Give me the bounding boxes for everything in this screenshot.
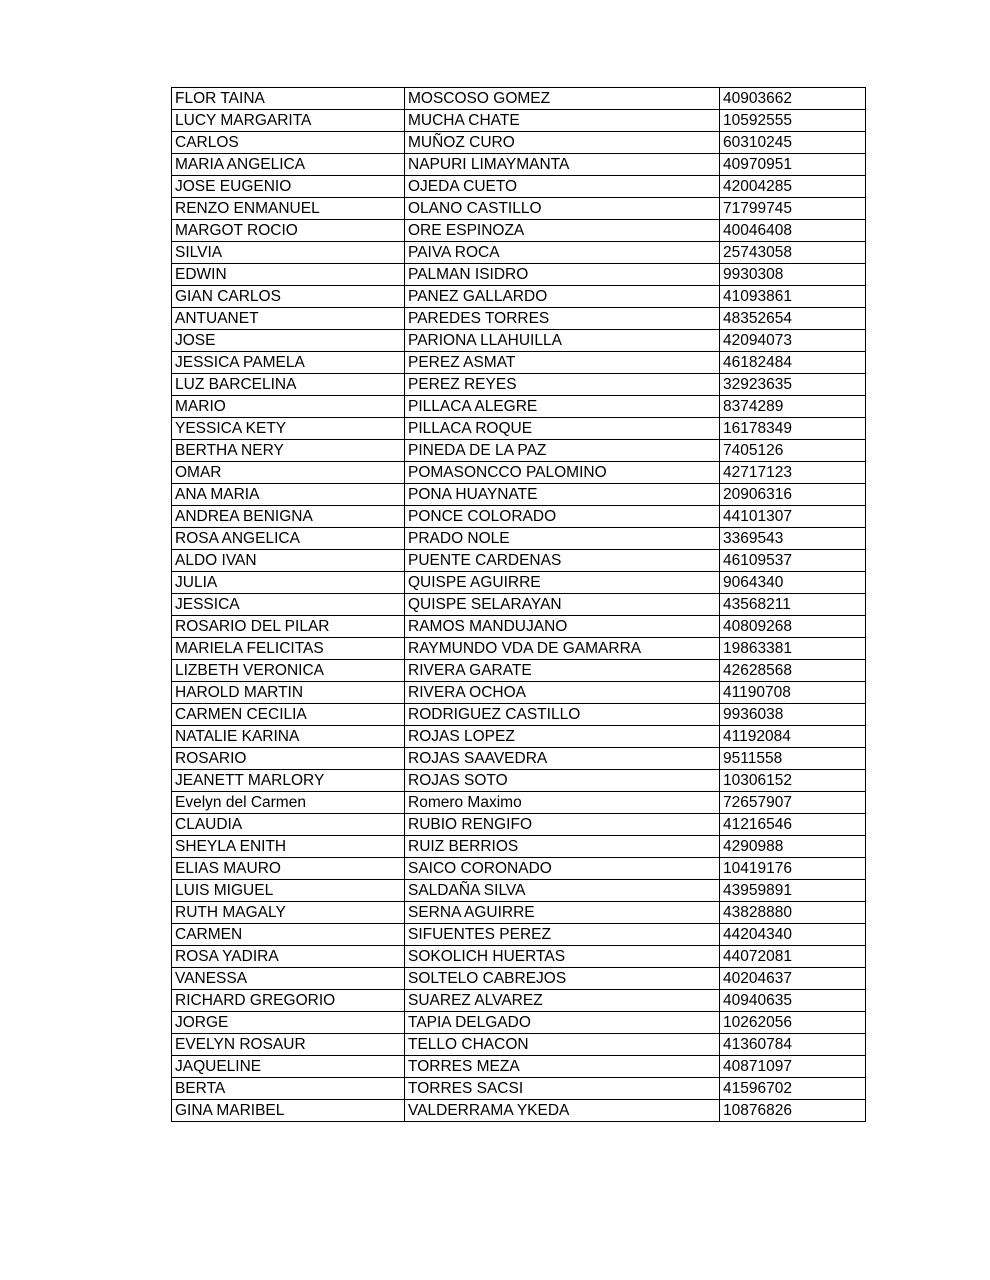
id-number-cell: 16178349	[720, 418, 866, 440]
table-row	[172, 462, 866, 484]
id-number-cell: 7405126	[720, 440, 866, 462]
last-name-cell: SOLTELO CABREJOS	[405, 968, 720, 990]
id-number-cell: 32923635	[720, 374, 866, 396]
last-name-cell: TELLO CHACON	[405, 1034, 720, 1056]
last-name-cell: PARIONA LLAHUILLA	[405, 330, 720, 352]
table-row	[172, 946, 866, 968]
first-name-cell: ROSA YADIRA	[172, 946, 405, 968]
table-row	[172, 308, 866, 330]
table-row	[172, 858, 866, 880]
last-name-cell: TAPIA DELGADO	[405, 1012, 720, 1034]
table-row	[172, 198, 866, 220]
first-name-cell: OMAR	[172, 462, 405, 484]
last-name-cell: OLANO CASTILLO	[405, 198, 720, 220]
last-name-cell: PINEDA DE LA PAZ	[405, 440, 720, 462]
roster-table	[171, 87, 866, 1122]
first-name-cell: ANTUANET	[172, 308, 405, 330]
table-row	[172, 220, 866, 242]
first-name-cell: CARMEN CECILIA	[172, 704, 405, 726]
id-number-cell: 40970951	[720, 154, 866, 176]
id-number-cell: 9064340	[720, 572, 866, 594]
id-number-cell: 42717123	[720, 462, 866, 484]
table-row	[172, 154, 866, 176]
last-name-cell: PEREZ ASMAT	[405, 352, 720, 374]
last-name-cell: PALMAN ISIDRO	[405, 264, 720, 286]
last-name-cell: SUAREZ ALVAREZ	[405, 990, 720, 1012]
first-name-cell: FLOR TAINA	[172, 88, 405, 110]
first-name-cell: BERTA	[172, 1078, 405, 1100]
table-row	[172, 176, 866, 198]
table-row	[172, 704, 866, 726]
first-name-cell: SILVIA	[172, 242, 405, 264]
first-name-cell: LUIS MIGUEL	[172, 880, 405, 902]
table-row	[172, 770, 866, 792]
last-name-cell: MUCHA CHATE	[405, 110, 720, 132]
id-number-cell: 41093861	[720, 286, 866, 308]
id-number-cell: 44204340	[720, 924, 866, 946]
id-number-cell: 40940635	[720, 990, 866, 1012]
first-name-cell: JULIA	[172, 572, 405, 594]
table-row	[172, 440, 866, 462]
id-number-cell: 4290988	[720, 836, 866, 858]
table-row	[172, 1100, 866, 1122]
last-name-cell: PILLACA ROQUE	[405, 418, 720, 440]
last-name-cell: RIVERA OCHOA	[405, 682, 720, 704]
table-row	[172, 418, 866, 440]
table-row	[172, 242, 866, 264]
last-name-cell: PAREDES TORRES	[405, 308, 720, 330]
first-name-cell: JESSICA PAMELA	[172, 352, 405, 374]
table-row	[172, 110, 866, 132]
last-name-cell: Romero Maximo	[405, 792, 720, 814]
id-number-cell: 43568211	[720, 594, 866, 616]
table-row	[172, 594, 866, 616]
table-row	[172, 330, 866, 352]
first-name-cell: JORGE	[172, 1012, 405, 1034]
first-name-cell: JOSE	[172, 330, 405, 352]
first-name-cell: BERTHA NERY	[172, 440, 405, 462]
last-name-cell: ROJAS SOTO	[405, 770, 720, 792]
last-name-cell: PONA HUAYNATE	[405, 484, 720, 506]
id-number-cell: 9511558	[720, 748, 866, 770]
id-number-cell: 46182484	[720, 352, 866, 374]
last-name-cell: SIFUENTES PEREZ	[405, 924, 720, 946]
last-name-cell: RUBIO RENGIFO	[405, 814, 720, 836]
roster-table-body	[172, 88, 866, 1122]
last-name-cell: VALDERRAMA YKEDA	[405, 1100, 720, 1122]
table-row	[172, 792, 866, 814]
table-row	[172, 880, 866, 902]
last-name-cell: PANEZ GALLARDO	[405, 286, 720, 308]
table-row	[172, 682, 866, 704]
id-number-cell: 8374289	[720, 396, 866, 418]
first-name-cell: HAROLD MARTIN	[172, 682, 405, 704]
last-name-cell: QUISPE SELARAYAN	[405, 594, 720, 616]
table-row	[172, 1056, 866, 1078]
id-number-cell: 41190708	[720, 682, 866, 704]
first-name-cell: MARIA ANGELICA	[172, 154, 405, 176]
first-name-cell: SHEYLA ENITH	[172, 836, 405, 858]
first-name-cell: ROSARIO DEL PILAR	[172, 616, 405, 638]
table-row	[172, 902, 866, 924]
table-row	[172, 374, 866, 396]
table-row	[172, 506, 866, 528]
id-number-cell: 71799745	[720, 198, 866, 220]
last-name-cell: ORE ESPINOZA	[405, 220, 720, 242]
first-name-cell: RUTH MAGALY	[172, 902, 405, 924]
first-name-cell: LUZ BARCELINA	[172, 374, 405, 396]
last-name-cell: PEREZ REYES	[405, 374, 720, 396]
first-name-cell: ROSARIO	[172, 748, 405, 770]
last-name-cell: SAICO CORONADO	[405, 858, 720, 880]
last-name-cell: RIVERA GARATE	[405, 660, 720, 682]
id-number-cell: 72657907	[720, 792, 866, 814]
last-name-cell: OJEDA CUETO	[405, 176, 720, 198]
id-number-cell: 10262056	[720, 1012, 866, 1034]
last-name-cell: PAIVA ROCA	[405, 242, 720, 264]
id-number-cell: 41596702	[720, 1078, 866, 1100]
id-number-cell: 10592555	[720, 110, 866, 132]
last-name-cell: PRADO NOLE	[405, 528, 720, 550]
id-number-cell: 19863381	[720, 638, 866, 660]
id-number-cell: 10306152	[720, 770, 866, 792]
first-name-cell: EVELYN ROSAUR	[172, 1034, 405, 1056]
last-name-cell: MOSCOSO GOMEZ	[405, 88, 720, 110]
first-name-cell: MARIELA FELICITAS	[172, 638, 405, 660]
last-name-cell: MUÑOZ CURO	[405, 132, 720, 154]
table-row	[172, 660, 866, 682]
last-name-cell: QUISPE AGUIRRE	[405, 572, 720, 594]
last-name-cell: RAYMUNDO VDA DE GAMARRA	[405, 638, 720, 660]
table-row	[172, 748, 866, 770]
last-name-cell: ROJAS SAAVEDRA	[405, 748, 720, 770]
id-number-cell: 48352654	[720, 308, 866, 330]
first-name-cell: CARLOS	[172, 132, 405, 154]
first-name-cell: CARMEN	[172, 924, 405, 946]
id-number-cell: 42004285	[720, 176, 866, 198]
table-row	[172, 484, 866, 506]
first-name-cell: JEANETT MARLORY	[172, 770, 405, 792]
id-number-cell: 42628568	[720, 660, 866, 682]
last-name-cell: RAMOS MANDUJANO	[405, 616, 720, 638]
table-row	[172, 286, 866, 308]
first-name-cell: YESSICA KETY	[172, 418, 405, 440]
last-name-cell: POMASONCCO PALOMINO	[405, 462, 720, 484]
first-name-cell: JAQUELINE	[172, 1056, 405, 1078]
first-name-cell: LIZBETH VERONICA	[172, 660, 405, 682]
table-row	[172, 264, 866, 286]
id-number-cell: 9930308	[720, 264, 866, 286]
id-number-cell: 41216546	[720, 814, 866, 836]
first-name-cell: LUCY MARGARITA	[172, 110, 405, 132]
id-number-cell: 40046408	[720, 220, 866, 242]
first-name-cell: GIAN CARLOS	[172, 286, 405, 308]
id-number-cell: 46109537	[720, 550, 866, 572]
table-row	[172, 1012, 866, 1034]
first-name-cell: ALDO IVAN	[172, 550, 405, 572]
id-number-cell: 40809268	[720, 616, 866, 638]
last-name-cell: RUIZ BERRIOS	[405, 836, 720, 858]
id-number-cell: 20906316	[720, 484, 866, 506]
first-name-cell: ANA MARIA	[172, 484, 405, 506]
table-row	[172, 528, 866, 550]
last-name-cell: PILLACA ALEGRE	[405, 396, 720, 418]
table-row	[172, 132, 866, 154]
table-row	[172, 968, 866, 990]
first-name-cell: RENZO ENMANUEL	[172, 198, 405, 220]
table-row	[172, 924, 866, 946]
first-name-cell: GINA MARIBEL	[172, 1100, 405, 1122]
id-number-cell: 40204637	[720, 968, 866, 990]
last-name-cell: PONCE COLORADO	[405, 506, 720, 528]
last-name-cell: RODRIGUEZ CASTILLO	[405, 704, 720, 726]
first-name-cell: EDWIN	[172, 264, 405, 286]
id-number-cell: 60310245	[720, 132, 866, 154]
first-name-cell: ELIAS MAURO	[172, 858, 405, 880]
last-name-cell: SALDAÑA SILVA	[405, 880, 720, 902]
first-name-cell: VANESSA	[172, 968, 405, 990]
last-name-cell: TORRES SACSI	[405, 1078, 720, 1100]
id-number-cell: 43828880	[720, 902, 866, 924]
id-number-cell: 41192084	[720, 726, 866, 748]
id-number-cell: 44101307	[720, 506, 866, 528]
table-row	[172, 352, 866, 374]
table-row	[172, 638, 866, 660]
last-name-cell: SOKOLICH HUERTAS	[405, 946, 720, 968]
first-name-cell: NATALIE KARINA	[172, 726, 405, 748]
table-row	[172, 88, 866, 110]
id-number-cell: 41360784	[720, 1034, 866, 1056]
table-row	[172, 396, 866, 418]
id-number-cell: 44072081	[720, 946, 866, 968]
id-number-cell: 10419176	[720, 858, 866, 880]
first-name-cell: RICHARD GREGORIO	[172, 990, 405, 1012]
table-row	[172, 616, 866, 638]
first-name-cell: MARIO	[172, 396, 405, 418]
first-name-cell: ANDREA BENIGNA	[172, 506, 405, 528]
table-row	[172, 814, 866, 836]
id-number-cell: 40903662	[720, 88, 866, 110]
id-number-cell: 43959891	[720, 880, 866, 902]
last-name-cell: SERNA AGUIRRE	[405, 902, 720, 924]
table-row	[172, 550, 866, 572]
table-row	[172, 990, 866, 1012]
id-number-cell: 25743058	[720, 242, 866, 264]
id-number-cell: 42094073	[720, 330, 866, 352]
first-name-cell: Evelyn del Carmen	[172, 792, 405, 814]
first-name-cell: MARGOT ROCIO	[172, 220, 405, 242]
first-name-cell: CLAUDIA	[172, 814, 405, 836]
last-name-cell: TORRES MEZA	[405, 1056, 720, 1078]
id-number-cell: 9936038	[720, 704, 866, 726]
id-number-cell: 40871097	[720, 1056, 866, 1078]
first-name-cell: JOSE EUGENIO	[172, 176, 405, 198]
id-number-cell: 3369543	[720, 528, 866, 550]
table-row	[172, 1078, 866, 1100]
first-name-cell: JESSICA	[172, 594, 405, 616]
table-row	[172, 1034, 866, 1056]
table-row	[172, 572, 866, 594]
first-name-cell: ROSA ANGELICA	[172, 528, 405, 550]
last-name-cell: PUENTE CARDENAS	[405, 550, 720, 572]
last-name-cell: NAPURI LIMAYMANTA	[405, 154, 720, 176]
table-row	[172, 836, 866, 858]
id-number-cell: 10876826	[720, 1100, 866, 1122]
table-row	[172, 726, 866, 748]
last-name-cell: ROJAS LOPEZ	[405, 726, 720, 748]
